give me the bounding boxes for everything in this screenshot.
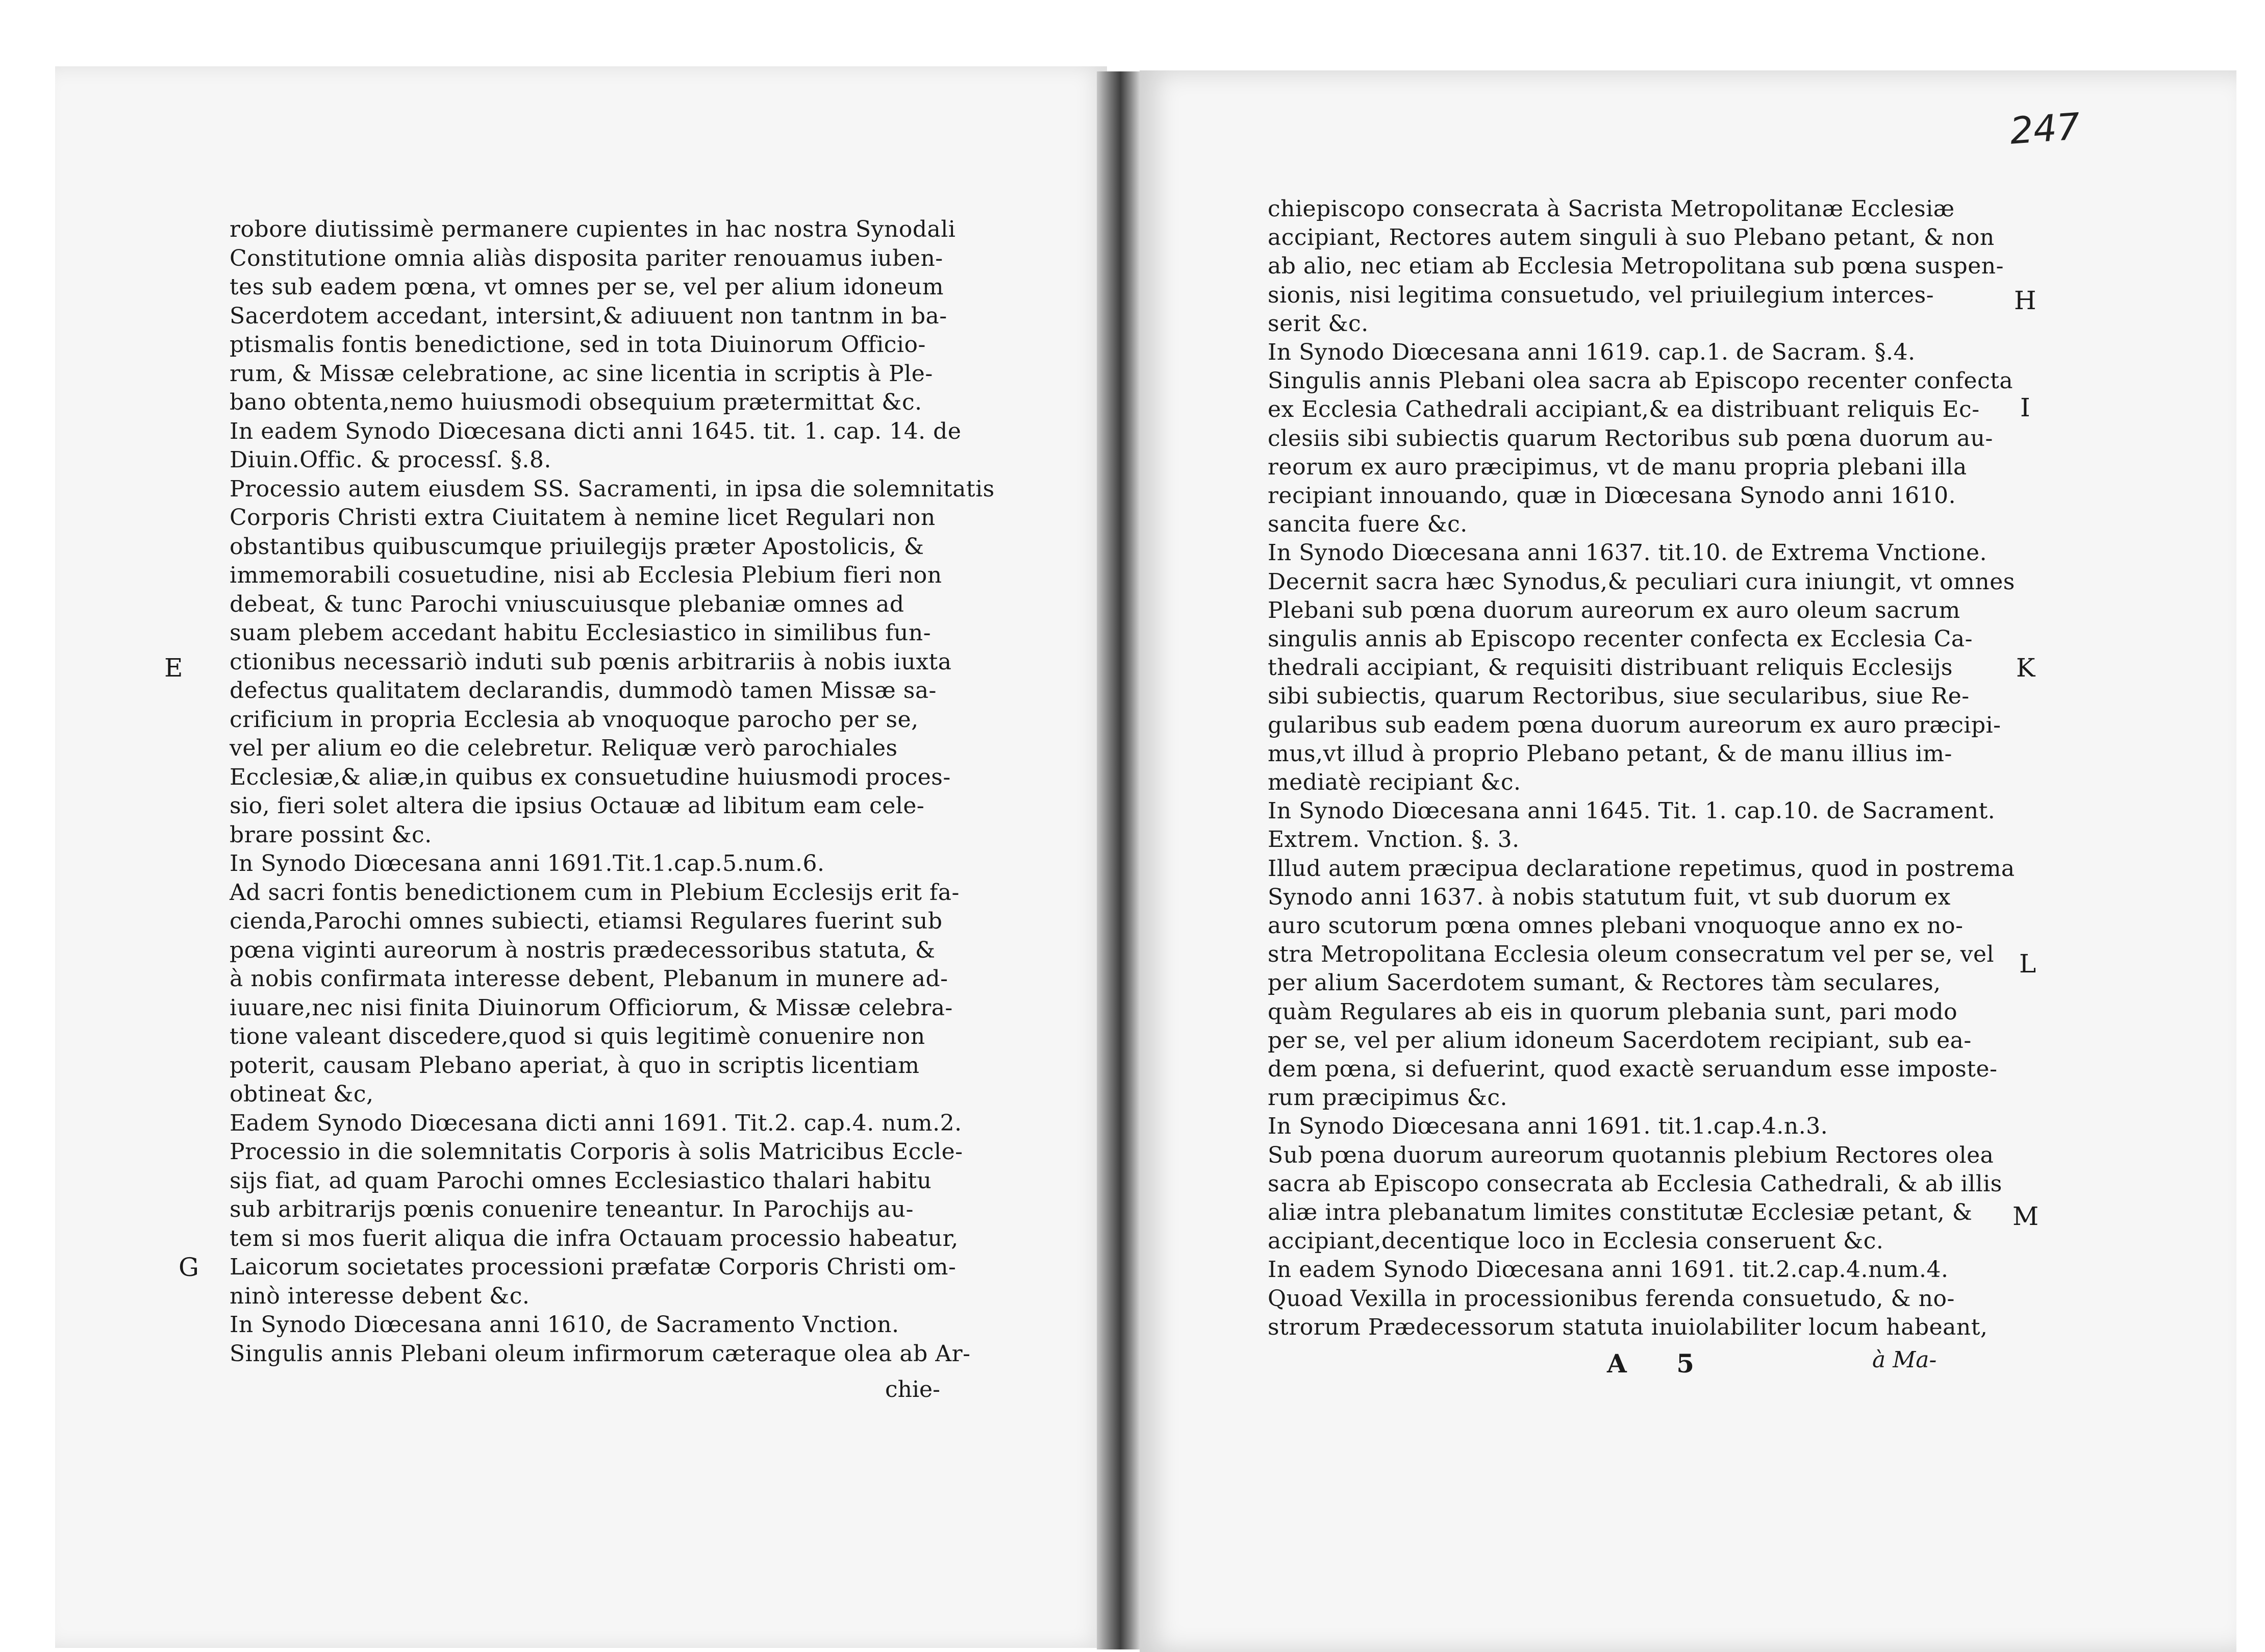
text-line: Diuin.Offic. & processſ. §.8.	[230, 447, 551, 473]
margin-letter-e: E	[164, 653, 183, 683]
signature-mark: A 5	[1607, 1348, 1715, 1379]
text-line: In Synodo Diœcesana anni 1691.Tit.1.cap.5.num.6.	[230, 850, 825, 877]
text-line: Ad sacri fontis benedictionem cum in Plebium Ecclesijs erit fa-	[230, 879, 960, 906]
text-line: Decernit sacra hæc Synodus,& peculiari cura iniungit, vt omnes	[1268, 568, 2015, 595]
text-line: In Synodo Diœcesana anni 1637. tit.10. de Extrema Vnctione.	[1268, 540, 1987, 566]
text-line: immemorabili cosuetudine, nisi ab Ecclesia Plebium fieri non	[230, 562, 942, 588]
text-line: Laicorum societates processioni præfatæ Corporis Christi om-	[230, 1254, 957, 1280]
text-line: Ecclesiæ,& aliæ,in quibus ex consuetudine huiusmodi proces-	[230, 764, 951, 790]
text-line: In eadem Synodo Diœcesana anni 1691. tit.2.cap.4.num.4.	[1268, 1257, 1949, 1283]
text-line: tione valeant discedere,quod si quis legitimè conuenire non	[230, 1023, 925, 1049]
text-line: In eadem Synodo Diœcesana dicti anni 1645. tit. 1. cap. 14. de	[230, 418, 962, 444]
text-line: ab alio, nec etiam ab Ecclesia Metropolitana sub pœna suspen-	[1268, 253, 2004, 280]
text-line: sibi subiectis, quarum Rectoribus, siue secularibus, siue Re-	[1268, 683, 1970, 710]
text-line: Synodo anni 1637. à nobis statutum fuit, vt sub duorum ex	[1268, 884, 1951, 910]
text-line: tem si mos fuerit aliqua die infra Octauam processio habeatur,	[230, 1225, 959, 1251]
text-line: crificium in propria Ecclesia ab vnoquoque parocho per se,	[230, 706, 919, 733]
left-catchword: chie-	[885, 1376, 940, 1403]
text-line: dem pœna, si defuerint, quod exactè seruandum esse imposte-	[1268, 1056, 1998, 1082]
text-line: vel per alium eo die celebretur. Reliquæ verò parochiales	[230, 735, 898, 761]
text-line: clesiis sibi subiectis quarum Rectoribus sub pœna duorum au-	[1268, 425, 1993, 452]
text-line: Quoad Vexilla in processionibus ferenda consuetudo, & no-	[1268, 1285, 1955, 1312]
text-line: aliæ intra plebanatum limites constitutæ Ecclesiæ petant, &	[1268, 1199, 1973, 1225]
text-line: Processio in die solemnitatis Corporis à solis Matricibus Eccle-	[230, 1139, 963, 1165]
text-line: Singulis annis Plebani oleum infirmorum cæteraque olea ab Ar-	[230, 1340, 971, 1367]
text-line: cienda,Parochi omnes subiecti, etiamsi Regulares fuerint sub	[230, 908, 943, 934]
text-line: sijs fiat, ad quam Parochi omnes Ecclesiastico thalari habitu	[230, 1167, 932, 1194]
text-line: debeat, & tunc Parochi vniuscuiusque plebaniæ omnes ad	[230, 591, 904, 617]
text-line: per alium Sacerdotem sumant, & Rectores tàm seculares,	[1268, 970, 1941, 996]
text-line: robore diutissimè permanere cupientes in hac nostra Synodali	[230, 216, 956, 242]
text-line: Plebani sub pœna duorum aureorum ex auro oleum sacrum	[1268, 597, 1960, 623]
text-line: per se, vel per alium idoneum Sacerdotem recipiant, sub ea-	[1268, 1027, 1972, 1054]
text-line: auro scutorum pœna omnes plebani vnoquoque anno ex no-	[1268, 913, 1964, 939]
text-line: Constitutione omnia aliàs disposita pariter renouamus iuben-	[230, 245, 943, 271]
text-line: Corporis Christi extra Ciuitatem à nemine licet Regulari non	[230, 505, 936, 531]
text-line: chiepiscopo consecrata à Sacrista Metropolitanæ Ecclesiæ	[1268, 196, 1955, 222]
text-line: ptismalis fontis benedictione, sed in tota Diuinorum Officio-	[230, 332, 926, 358]
text-line: In Synodo Diœcesana anni 1619. cap.1. de Sacram. §.4.	[1268, 339, 1916, 365]
text-line: singulis annis ab Episcopo recenter confecta ex Ecclesia Ca-	[1268, 626, 1973, 652]
text-line: Illud autem præcipua declaratione repetimus, quod in postrema	[1268, 855, 2015, 882]
text-line: serit &c.	[1268, 310, 1369, 337]
text-line: recipiant innouando, quæ in Diœcesana Synodo anni 1610.	[1268, 483, 1956, 509]
text-line: iuuare,nec nisi finita Diuinorum Officiorum, & Missæ celebra-	[230, 994, 953, 1021]
margin-letter-l: L	[2019, 949, 2036, 979]
text-line: obtineat &c,	[230, 1081, 374, 1107]
text-line: à nobis confirmata interesse debent, Plebanum in munere ad-	[230, 966, 948, 992]
text-line: tes sub eadem pœna, vt omnes per se, vel per alium idoneum	[230, 274, 944, 300]
text-line: accipiant,decentique loco in Ecclesia conseruent &c.	[1268, 1228, 1884, 1255]
text-line: In Synodo Diœcesana anni 1691. tit.1.cap.4.n.3.	[1268, 1113, 1828, 1140]
text-line: strorum Prædecessorum statuta inuiolabiliter locum habeant,	[1268, 1314, 1988, 1340]
text-line: thedrali accipiant, & requisiti distribuant reliquis Ecclesijs	[1268, 655, 1953, 681]
text-line: defectus qualitatem declarandis, dummodò tamen Missæ sa-	[230, 678, 937, 704]
folio-number: 247	[2008, 105, 2082, 153]
text-line: ninò interesse debent &c.	[230, 1283, 530, 1309]
text-line: sionis, nisi legitima consuetudo, vel priuilegium interces-	[1268, 282, 1934, 308]
text-line: sub arbitrarijs pœnis conuenire teneantur. In Parochijs au-	[230, 1196, 914, 1222]
text-line: pœna viginti aureorum à nostris prædecessoribus statuta, &	[230, 937, 936, 963]
text-line: Sacerdotem accedant, intersint,& adiuuent non tantnm in ba-	[230, 303, 947, 329]
text-line: In Synodo Diœcesana anni 1645. Tit. 1. cap.10. de Sacrament.	[1268, 798, 1996, 824]
text-line: Extrem. Vnction. §. 3.	[1268, 827, 1520, 853]
text-line: poterit, causam Plebano aperiat, à quo in scriptis licentiam	[230, 1052, 920, 1079]
text-line: ex Ecclesia Cathedrali accipiant,& ea distribuant reliquis Ec-	[1268, 396, 1980, 423]
text-line: accipiant, Rectores autem singuli à suo Plebano petant, & non	[1268, 224, 1995, 251]
text-line: Sub pœna duorum aureorum quotannis plebium Rectores olea	[1268, 1142, 1994, 1168]
margin-letter-m: M	[2012, 1202, 2039, 1231]
margin-letter-g: G	[179, 1253, 199, 1282]
text-line: brare possint &c.	[230, 821, 432, 848]
text-line: gularibus sub eadem pœna duorum aureorum ex auro præcipi-	[1268, 712, 2001, 738]
text-line: rum præcipimus &c.	[1268, 1085, 1508, 1111]
text-line: Processio autem eiusdem SS. Sacramenti, in ipsa die solemnitatis	[230, 475, 995, 502]
text-line: mus,vt illud à proprio Plebano petant, & de manu illius im-	[1268, 740, 1952, 767]
text-line: suam plebem accedant habitu Ecclesiastico in similibus fun-	[230, 620, 932, 646]
text-line: rum, & Missæ celebratione, ac sine licentia in scriptis à Ple-	[230, 360, 933, 387]
text-line: sio, fieri solet altera die ipsius Octauæ ad libitum eam cele-	[230, 793, 925, 819]
text-line: sancita fuere &c.	[1268, 511, 1468, 538]
book-spine	[1097, 71, 1140, 1649]
right-catchword: à Ma-	[1872, 1347, 1937, 1373]
text-line: quàm Regulares ab eis in quorum plebania sunt, pari modo	[1268, 998, 1958, 1025]
text-line: Eadem Synodo Diœcesana dicti anni 1691. Tit.2. cap.4. num.2.	[230, 1110, 962, 1136]
text-line: Singulis annis Plebani olea sacra ab Episcopo recenter confecta	[1268, 368, 2014, 394]
text-line: sacra ab Episcopo consecrata ab Ecclesia Cathedrali, & ab illis	[1268, 1170, 2002, 1197]
margin-letter-h: H	[2014, 286, 2036, 315]
text-line: mediatè recipiant &c.	[1268, 769, 1521, 795]
margin-letter-i: I	[2020, 393, 2030, 422]
text-line: In Synodo Diœcesana anni 1610, de Sacramento Vnction.	[230, 1312, 899, 1338]
text-line: stra Metropolitana Ecclesia oleum consecratum vel per se, vel	[1268, 941, 1995, 968]
text-line: reorum ex auro præcipimus, vt de manu propria plebani illa	[1268, 454, 1967, 480]
text-line: bano obtenta,nemo huiusmodi obsequium prætermittat &c.	[230, 389, 922, 415]
text-line: ctionibus necessariò induti sub pœnis arbitrariis à nobis iuxta	[230, 648, 952, 675]
text-line: obstantibus quibuscumque priuilegijs præter Apostolicis, &	[230, 533, 924, 560]
margin-letter-k: K	[2016, 653, 2035, 683]
